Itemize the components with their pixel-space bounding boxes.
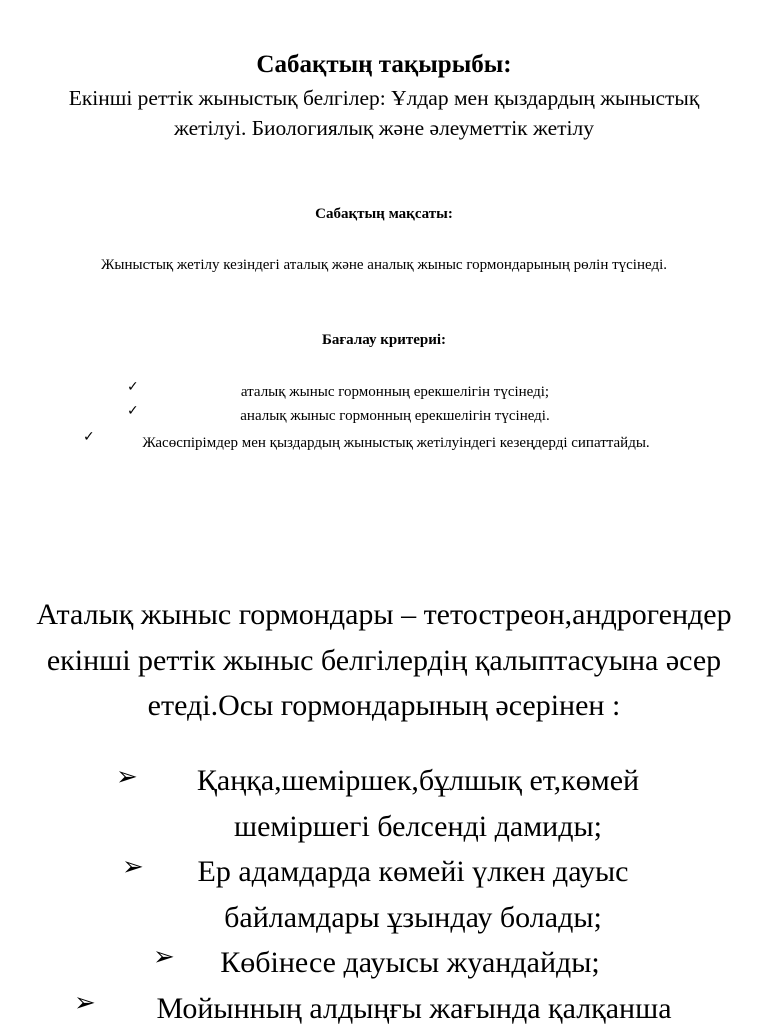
criteria-item: аталық жыныс гормонның ерекшелігін түсінеді; <box>240 384 550 400</box>
list-item: Ер адамдарда көмейі үлкен дауыс байламдары ұзындау болады; <box>197 855 629 934</box>
list-item: Мойынның алдыңғы жағында қалқанша <box>156 992 672 1025</box>
list-item: Қаңқа,шеміршек,бұлшық ет,көмей шеміршегі белсенді дамиды; <box>196 764 640 843</box>
lesson-topic-heading: Сабақтың тақырыбы: <box>256 51 512 78</box>
lesson-topic-text: Екінші реттік жыныстық белгілер: Ұлдар мен қыздардың жыныстық жетілуі. Биологиялық және әлеуметтік жетілу <box>68 86 700 140</box>
list-item: Көбінесе дауысы жуандайды; <box>220 946 600 979</box>
checkmark-icon: ✓ <box>83 429 95 445</box>
arrowhead-icon: ➢ <box>153 942 175 972</box>
objective-heading: Сабақтың мақсаты: <box>315 206 453 222</box>
arrowhead-icon: ➢ <box>122 852 144 882</box>
criteria-item: Жасөспірімдер мен қыздардың жыныстық жетілуіндегі кезеңдерді сипаттайды. <box>142 435 650 451</box>
criteria-heading: Бағалау критериі: <box>321 332 447 348</box>
arrowhead-icon: ➢ <box>116 762 138 792</box>
arrowhead-icon: ➢ <box>74 988 96 1018</box>
objective-text: Жыныстық жетілу кезіндегі аталық және аналық жыныс гормондарының рөлін түсінеді. <box>100 257 668 273</box>
main-paragraph: Аталық жыныс гормондары – тетостреон,андрогендер екінші реттік жыныс белгілердің қалыптасуына әсер етеді.Осы гормондарының әсерінен : <box>36 598 732 722</box>
checkmark-icon: ✓ <box>127 379 139 395</box>
criteria-item: аналық жыныс гормонның ерекшелігін түсінеді. <box>240 408 550 424</box>
checkmark-icon: ✓ <box>127 403 139 419</box>
